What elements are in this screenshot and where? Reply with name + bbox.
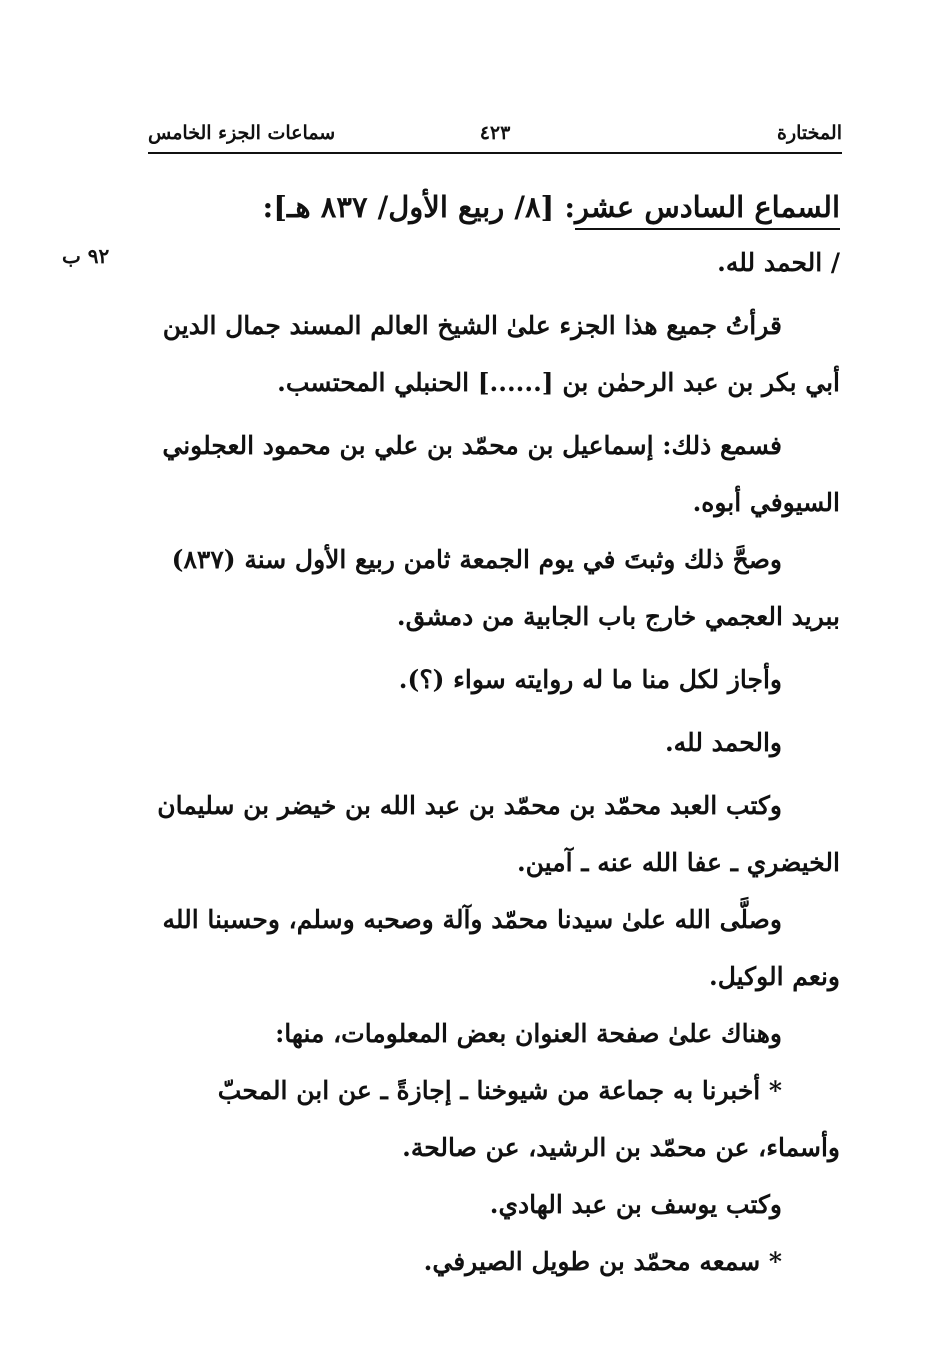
- text-line: * سمعه محمّد بن طويل الصيرفي.: [423, 1247, 782, 1276]
- text-line: وصحَّ ذلك وثبتَ في يوم الجمعة ثامن ربيع الأول سنة (٨٣٧): [171, 545, 782, 574]
- section-heading: [110, 180, 840, 234]
- text-line: وهناك علىٰ صفحة العنوان بعض المعلومات، منها:: [275, 1019, 782, 1048]
- text-line: قرأتُ جميع هذا الجزء علىٰ الشيخ العالم المسند جمال الدين: [162, 311, 782, 340]
- section-title: سماعات الجزء الخامس: [148, 122, 336, 144]
- page-number: ٤٢٣: [479, 122, 511, 144]
- text-line: السيوفي أبوه.: [692, 488, 840, 517]
- text-line: وصلَّى الله علىٰ سيدنا محمّد وآلة وصحبه وسلم، وحسبنا الله: [162, 905, 782, 934]
- running-head: [148, 118, 842, 154]
- text-line: ببريد العجمي خارج باب الجابية من دمشق.: [396, 602, 840, 631]
- text-line: وكتب العبد محمّد بن محمّد بن عبد الله بن خيضر بن سليمان: [157, 791, 782, 820]
- text-line: / الحمد لله.: [717, 248, 840, 277]
- book-title: المختارة: [777, 122, 842, 144]
- text-line: وأجاز لكل منا ما له روايته سواء (؟).: [398, 665, 782, 694]
- main-text: [110, 180, 840, 1290]
- text-line: أبي بكر بن عبد الرحمٰن بن [......] الحنبلي المحتسب.: [277, 368, 840, 397]
- text-line: والحمد لله.: [664, 728, 782, 757]
- heading-underlined: السماع السادس عشر: [575, 190, 840, 230]
- text-line: ونعم الوكيل.: [709, 962, 840, 991]
- text-line: * أخبرنا به جماعة من شيوخنا ـ إجازةً ـ عن ابن المحبّ: [217, 1076, 782, 1105]
- text-line: وأسماء، عن محمّد بن الرشيد، عن صالحة.: [402, 1133, 840, 1162]
- text-line: وكتب يوسف بن عبد الهادي.: [489, 1190, 782, 1219]
- text-line: فسمع ذلك: إسماعيل بن محمّد بن علي بن محمود العجلوني: [162, 431, 782, 460]
- manuscript-folio-note: ٩٢ ب: [62, 244, 110, 268]
- text-line: الخيضري ـ عفا الله عنه ـ آمين.: [516, 848, 840, 877]
- heading-date: : [٨/ ربيع الأول/ ٨٣٧ هـ]:: [262, 190, 576, 224]
